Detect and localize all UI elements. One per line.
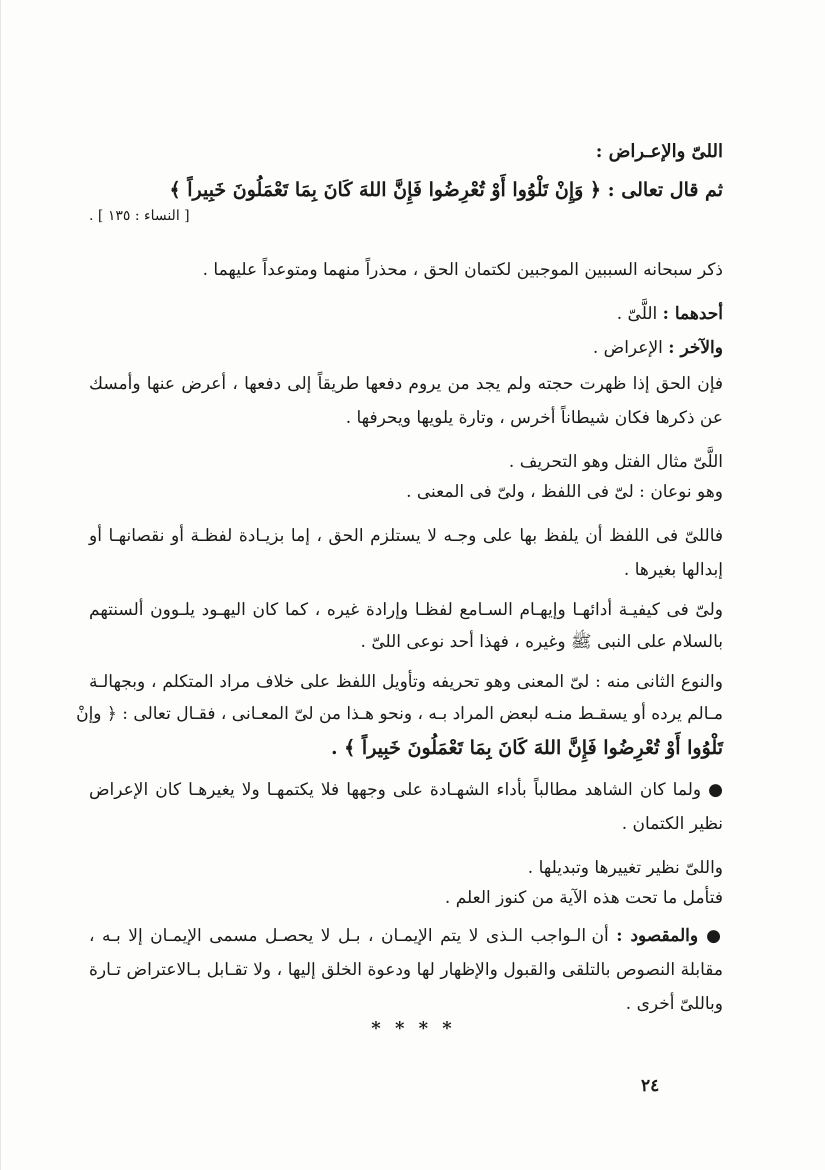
paragraph-11-label: ● والمقصود :: [616, 926, 723, 946]
paragraph-6-line-2: بالسلام على النبى ﷺ وغيره ، فهذا أحد نوعى اللىّ .: [360, 632, 723, 652]
paragraph-1: ذكر سبحانه السببين الموجبين لكتمان الحق ، محذراً منهما ومتوعداً عليهما .: [202, 260, 723, 280]
verse-intro: ثم قال تعالى : ﴿ وَإِنْ تَلْوُوا أَوْ تُعْرِضُوا فَإِنَّ اللهَ كَانَ بِمَا تَعْمَلُونَ خَبِيراً ﴾: [169, 179, 723, 201]
second-item: [593, 334, 723, 362]
paragraph-11-line-2: مقابلة النصوص بالتلقى والقبول والإظهار لها ودعوة الخلق إليها ، ولا تقـابل بـالاعتراض تـارة: [89, 960, 723, 980]
page-number: ٢٤: [641, 1076, 660, 1096]
verse-reference: [ النساء : ١٣٥ ] .: [89, 208, 190, 224]
paragraph-7-line-3: تَلْوُوا أَوْ تُعْرِضُوا فَإِنَّ اللهَ كَانَ بِمَا تَعْمَلُونَ خَبِيراً ﴾ .: [330, 737, 723, 759]
paragraph-3: اللَّىّ مثال الفتل وهو التحريف .: [508, 452, 723, 472]
first-label: أحدهما :: [662, 304, 723, 324]
paragraph-7-line-1: والنوع الثانى منه : لىّ المعنى وهو تحريفه وتأويل اللفظ على خلاف مراد المتكلم ، وبجهالـة: [89, 672, 723, 692]
paragraph-11-line-1-text: أن الـواجب الـذى لا يتم الإيمـان ، بـل لا يحصـل مسمى الإيمـان إلا بـه ،: [89, 926, 609, 946]
paragraph-5-line-2: إبدالها بغيرها .: [623, 560, 723, 580]
paragraph-7-line-2: مـالم يرده أو يسقـط منـه لبعض المراد بـه ، ونحو هـذا من لىّ المعـانى ، فقـال تعالى : ﴿ وإنْ: [76, 704, 723, 724]
paragraph-11-line-3: وباللىّ أخرى .: [625, 994, 723, 1014]
paragraph-9: واللىّ نظير تغييرها وتبديلها .: [527, 858, 723, 878]
paragraph-10: فتأمل ما تحت هذه الآية من كنوز العلم .: [444, 888, 723, 908]
first-item: [617, 300, 723, 328]
second-text: الإعراض .: [592, 338, 663, 358]
paragraph-8-line-2: نظير الكتمان .: [621, 814, 723, 834]
paragraph-2-line-2: عن ذكرها فكان شيطاناً أخرس ، وتارة يلويها ويحرفها .: [345, 408, 723, 428]
section-separator: * * * *: [371, 1018, 456, 1039]
paragraph-4: وهو نوعان : لىّ فى اللفظ ، ولىّ فى المعنى .: [406, 482, 723, 502]
paragraph-11-line-1: [89, 922, 723, 950]
first-text: اللَّىّ .: [616, 304, 658, 324]
paragraph-6-line-1: ولىّ فى كيفيـة أدائهـا وإيهـام السـامع لفظـا وإرادة غيره ، كما كان اليهـود يلـوون ألسنتهم: [89, 600, 723, 620]
second-label: والآخر :: [668, 338, 723, 358]
paragraph-8-line-1: ● ولما كان الشاهد مطالباً بأداء الشهـادة على وجهها فلا يكتمهـا ولا يغيرهـا كان الإعراض: [89, 780, 723, 800]
paragraph-2-line-1: فإن الحق إذا ظهرت حجته ولم يجد من يروم دفعها طريقاً إلى دفعها ، أعرض عنها وأمسك: [89, 374, 723, 394]
section-heading: اللىّ والإعـراض :: [595, 141, 723, 162]
paragraph-5-line-1: فاللىّ فى اللفظ أن يلفظ بها على وجـه لا يستلزم الحق ، إما بزيـادة لفظـة أو نقصانهـا أو: [89, 526, 723, 546]
